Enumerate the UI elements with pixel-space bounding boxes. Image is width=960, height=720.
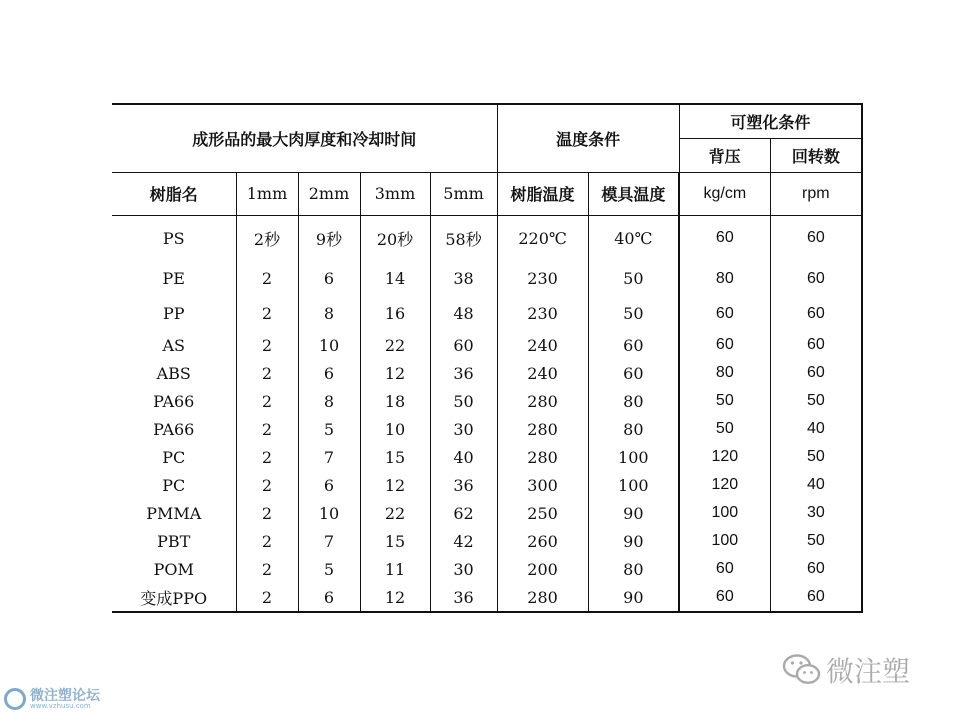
table-cell: 40	[770, 415, 862, 443]
resin-name-cell: PC	[162, 447, 186, 467]
table-cell: 10	[298, 331, 360, 359]
table-cell: 50	[588, 261, 679, 296]
forum-watermark	[4, 688, 100, 710]
table-cell: 50	[679, 387, 770, 415]
table-cell: 40	[770, 471, 862, 499]
table-cell: 48	[430, 296, 497, 331]
resin-name-cell: PA66	[153, 419, 195, 439]
cooling-time-table-container	[112, 103, 862, 613]
table-cell: 60	[430, 331, 497, 359]
table-cell: 200	[497, 555, 588, 583]
forum-watermark-url: www.vzhusu.com	[30, 701, 91, 710]
table-cell: 38	[430, 261, 497, 296]
col-header-2mm: 2mm	[298, 172, 360, 215]
table-cell: 60	[679, 583, 770, 612]
table-cell: 30	[430, 555, 497, 583]
wechat-watermark-text: 微注塑	[826, 655, 911, 688]
table-cell: 90	[588, 583, 679, 612]
table-cell: 60	[770, 296, 862, 331]
temperature-group-header: 温度条件	[497, 104, 679, 172]
table-cell: 50	[679, 415, 770, 443]
table-cell: 20秒	[360, 215, 430, 261]
table-cell: 36	[430, 583, 497, 612]
cooling-time-table	[112, 103, 863, 613]
table-row	[112, 471, 862, 499]
table-cell: 5	[298, 555, 360, 583]
table-row	[112, 296, 862, 331]
table-cell: 6	[298, 261, 360, 296]
table-cell: 22	[360, 499, 430, 527]
table-cell: 30	[770, 499, 862, 527]
col-header-5mm: 5mm	[430, 172, 497, 215]
table-cell: 2	[236, 555, 298, 583]
col-header-1mm: 1mm	[236, 172, 298, 215]
table-cell: 60	[770, 359, 862, 387]
table-cell: 2	[236, 499, 298, 527]
table-cell: 2	[236, 331, 298, 359]
table-cell: 100	[588, 443, 679, 471]
table-cell: 18	[360, 387, 430, 415]
table-cell: 60	[770, 261, 862, 296]
table-cell: 2	[236, 471, 298, 499]
forum-logo-icon	[4, 688, 26, 710]
table-row	[112, 359, 862, 387]
table-cell: 60	[588, 359, 679, 387]
table-row	[112, 261, 862, 296]
wechat-icon	[782, 653, 822, 687]
rotation-header: 回转数	[770, 138, 862, 172]
col-header-3mm: 3mm	[360, 172, 430, 215]
table-cell: 2	[236, 415, 298, 443]
resin-name-cell: PE	[162, 269, 185, 288]
table-cell: 12	[360, 471, 430, 499]
table-cell: 62	[430, 499, 497, 527]
resin-name-cell: 变成PPO	[140, 588, 208, 608]
table-cell: 120	[679, 471, 770, 499]
table-cell: 36	[430, 471, 497, 499]
col-header-mold-temp: 模具温度	[588, 172, 679, 215]
table-cell: 220℃	[497, 215, 588, 261]
col-header-rpm: rpm	[770, 172, 862, 215]
table-row	[112, 583, 862, 612]
resin-name-cell: ABS	[156, 363, 191, 383]
table-row	[112, 555, 862, 583]
plasticizing-group-header: 可塑化条件	[679, 104, 862, 138]
col-header-resin-temp: 树脂温度	[497, 172, 588, 215]
table-cell: 2	[236, 527, 298, 555]
resin-name-cell: PP	[162, 304, 185, 323]
table-cell: 9秒	[298, 215, 360, 261]
table-cell: 7	[298, 527, 360, 555]
table-cell: 240	[497, 359, 588, 387]
table-cell: 42	[430, 527, 497, 555]
table-cell: 11	[360, 555, 430, 583]
forum-watermark-text: 微注塑论坛	[30, 687, 100, 704]
table-cell: 100	[679, 499, 770, 527]
table-cell: 5	[298, 415, 360, 443]
resin-name-cell: PS	[162, 228, 185, 248]
table-cell: 10	[360, 415, 430, 443]
table-cell: 280	[497, 415, 588, 443]
table-cell: 50	[770, 443, 862, 471]
table-cell: 40℃	[588, 215, 679, 261]
table-cell: 230	[497, 261, 588, 296]
table-cell: 100	[679, 527, 770, 555]
table-row	[112, 499, 862, 527]
resin-name-cell: PA66	[153, 391, 195, 411]
table-cell: 16	[360, 296, 430, 331]
table-cell: 60	[770, 331, 862, 359]
table-cell: 60	[770, 215, 862, 261]
table-cell: 6	[298, 471, 360, 499]
table-cell: 280	[497, 583, 588, 612]
table-cell: 60	[679, 296, 770, 331]
table-cell: 250	[497, 499, 588, 527]
table-cell: 90	[588, 527, 679, 555]
table-cell: 7	[298, 443, 360, 471]
table-cell: 50	[770, 387, 862, 415]
table-cell: 12	[360, 359, 430, 387]
table-cell: 60	[588, 331, 679, 359]
table-cell: 50	[770, 527, 862, 555]
table-row	[112, 415, 862, 443]
table-cell: 60	[770, 583, 862, 612]
table-cell: 22	[360, 331, 430, 359]
table-cell: 2	[236, 387, 298, 415]
table-row	[112, 331, 862, 359]
table-cell: 60	[679, 555, 770, 583]
table-row	[112, 215, 862, 261]
back-pressure-header: 背压	[679, 138, 770, 172]
table-cell: 240	[497, 331, 588, 359]
wechat-watermark	[782, 650, 910, 690]
table-cell: 100	[588, 471, 679, 499]
table-cell: 280	[497, 387, 588, 415]
table-cell: 2	[236, 261, 298, 296]
table-cell: 50	[588, 296, 679, 331]
table-cell: 12	[360, 583, 430, 612]
table-cell: 2	[236, 296, 298, 331]
col-header-resin: 树脂名	[112, 172, 236, 215]
resin-name-cell: PMMA	[146, 503, 202, 523]
table-cell: 80	[679, 359, 770, 387]
table-cell: 8	[298, 296, 360, 331]
col-header-kgcm: kg/cm	[679, 172, 770, 215]
table-cell: 58秒	[430, 215, 497, 261]
table-cell: 6	[298, 359, 360, 387]
table-cell: 2	[236, 359, 298, 387]
resin-name-cell: PC	[162, 475, 186, 495]
table-cell: 14	[360, 261, 430, 296]
table-cell: 300	[497, 471, 588, 499]
table-cell: 60	[679, 215, 770, 261]
resin-name-cell: POM	[153, 559, 194, 579]
table-cell: 8	[298, 387, 360, 415]
table-cell: 15	[360, 527, 430, 555]
table-cell: 2	[236, 583, 298, 612]
resin-name-cell: AS	[162, 335, 185, 355]
table-row	[112, 527, 862, 555]
table-row	[112, 387, 862, 415]
resin-name-cell: PBT	[157, 531, 191, 551]
table-cell: 80	[588, 415, 679, 443]
table-cell: 10	[298, 499, 360, 527]
table-cell: 280	[497, 443, 588, 471]
table-cell: 30	[430, 415, 497, 443]
table-cell: 120	[679, 443, 770, 471]
table-cell: 260	[497, 527, 588, 555]
table-cell: 50	[430, 387, 497, 415]
table-cell: 80	[588, 555, 679, 583]
table-cell: 36	[430, 359, 497, 387]
table-cell: 60	[770, 555, 862, 583]
table-cell: 80	[588, 387, 679, 415]
main-title: 成形品的最大肉厚度和冷却时间	[112, 104, 497, 172]
table-cell: 2秒	[236, 215, 298, 261]
table-cell: 40	[430, 443, 497, 471]
table-row	[112, 443, 862, 471]
table-cell: 90	[588, 499, 679, 527]
table-cell: 80	[679, 261, 770, 296]
table-cell: 60	[679, 331, 770, 359]
table-cell: 15	[360, 443, 430, 471]
table-cell: 6	[298, 583, 360, 612]
table-cell: 230	[497, 296, 588, 331]
table-cell: 2	[236, 443, 298, 471]
